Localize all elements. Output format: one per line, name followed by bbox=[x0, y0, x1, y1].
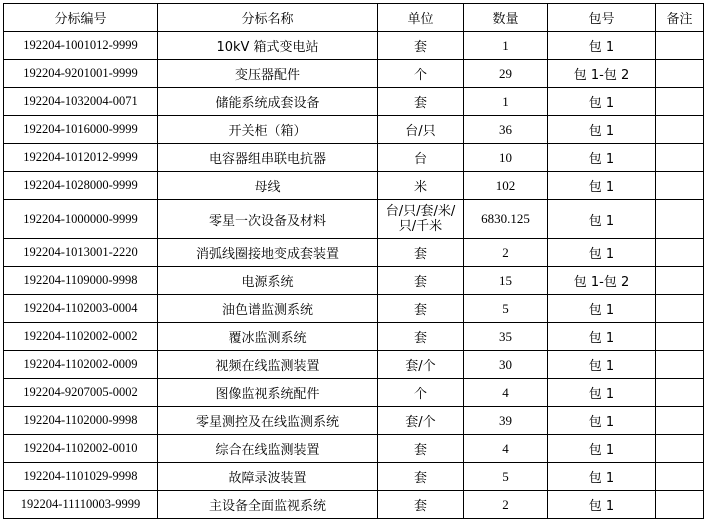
cell-qty: 1 bbox=[464, 32, 548, 60]
cell-unit: 台/只 bbox=[378, 116, 464, 144]
cell-code: 192204-1013001-2220 bbox=[4, 239, 158, 267]
cell-code: 192204-1102000-9998 bbox=[4, 407, 158, 435]
cell-note bbox=[656, 267, 704, 295]
cell-name: 电容器组串联电抗器 bbox=[158, 144, 378, 172]
cell-note bbox=[656, 116, 704, 144]
cell-name: 图像监视系统配件 bbox=[158, 379, 378, 407]
cell-note bbox=[656, 323, 704, 351]
table-row bbox=[4, 116, 704, 144]
cell-unit: 套 bbox=[378, 295, 464, 323]
table-row bbox=[4, 32, 704, 60]
cell-note bbox=[656, 463, 704, 491]
cell-pkg: 包 1 bbox=[548, 32, 656, 60]
header-qty: 数量 bbox=[464, 4, 548, 32]
cell-qty: 29 bbox=[464, 60, 548, 88]
cell-pkg: 包 1 bbox=[548, 435, 656, 463]
table-row bbox=[4, 144, 704, 172]
table-row bbox=[4, 200, 704, 239]
cell-qty: 102 bbox=[464, 172, 548, 200]
cell-pkg: 包 1 bbox=[548, 323, 656, 351]
table-row bbox=[4, 407, 704, 435]
cell-pkg: 包 1-包 2 bbox=[548, 267, 656, 295]
cell-note bbox=[656, 32, 704, 60]
cell-unit: 个 bbox=[378, 60, 464, 88]
table-row bbox=[4, 323, 704, 351]
table-row bbox=[4, 379, 704, 407]
cell-qty: 5 bbox=[464, 463, 548, 491]
cell-unit: 套 bbox=[378, 239, 464, 267]
header-unit: 单位 bbox=[378, 4, 464, 32]
cell-code: 192204-1102002-0002 bbox=[4, 323, 158, 351]
header-pkg: 包号 bbox=[548, 4, 656, 32]
table-row bbox=[4, 463, 704, 491]
cell-code: 192204-1032004-0071 bbox=[4, 88, 158, 116]
table-row bbox=[4, 88, 704, 116]
cell-pkg: 包 1 bbox=[548, 351, 656, 379]
table-row bbox=[4, 435, 704, 463]
cell-pkg: 包 1 bbox=[548, 295, 656, 323]
cell-name: 变压器配件 bbox=[158, 60, 378, 88]
cell-name: 油色谱监测系统 bbox=[158, 295, 378, 323]
cell-unit: 套 bbox=[378, 463, 464, 491]
cell-pkg: 包 1 bbox=[548, 239, 656, 267]
cell-code: 192204-1000000-9999 bbox=[4, 200, 158, 239]
cell-pkg: 包 1 bbox=[548, 172, 656, 200]
cell-name: 电源系统 bbox=[158, 267, 378, 295]
cell-note bbox=[656, 88, 704, 116]
cell-unit: 个 bbox=[378, 379, 464, 407]
table-row bbox=[4, 172, 704, 200]
cell-pkg: 包 1 bbox=[548, 491, 656, 519]
cell-unit: 台/只/套/米/只/千米 bbox=[378, 200, 464, 239]
cell-note bbox=[656, 295, 704, 323]
cell-name: 主设备全面监视系统 bbox=[158, 491, 378, 519]
cell-note bbox=[656, 379, 704, 407]
table-row bbox=[4, 295, 704, 323]
cell-pkg: 包 1 bbox=[548, 116, 656, 144]
cell-pkg: 包 1-包 2 bbox=[548, 60, 656, 88]
cell-note bbox=[656, 200, 704, 239]
cell-code: 192204-1001012-9999 bbox=[4, 32, 158, 60]
cell-qty: 39 bbox=[464, 407, 548, 435]
cell-unit: 套 bbox=[378, 435, 464, 463]
cell-note bbox=[656, 435, 704, 463]
cell-unit: 套 bbox=[378, 88, 464, 116]
cell-name: 覆冰监测系统 bbox=[158, 323, 378, 351]
cell-code: 192204-1028000-9999 bbox=[4, 172, 158, 200]
cell-note bbox=[656, 239, 704, 267]
cell-name: 故障录波装置 bbox=[158, 463, 378, 491]
table-header-row bbox=[4, 4, 704, 32]
cell-unit: 套 bbox=[378, 267, 464, 295]
cell-qty: 2 bbox=[464, 491, 548, 519]
table-body bbox=[4, 32, 704, 519]
header-name: 分标名称 bbox=[158, 4, 378, 32]
cell-note bbox=[656, 172, 704, 200]
table-row bbox=[4, 60, 704, 88]
cell-note bbox=[656, 351, 704, 379]
table-row bbox=[4, 239, 704, 267]
cell-pkg: 包 1 bbox=[548, 200, 656, 239]
cell-pkg: 包 1 bbox=[548, 88, 656, 116]
cell-code: 192204-1102002-0010 bbox=[4, 435, 158, 463]
cell-name: 储能系统成套设备 bbox=[158, 88, 378, 116]
bid-section-table bbox=[3, 3, 704, 519]
table-row bbox=[4, 351, 704, 379]
cell-code: 192204-11110003-9999 bbox=[4, 491, 158, 519]
cell-unit: 台 bbox=[378, 144, 464, 172]
cell-note bbox=[656, 407, 704, 435]
cell-code: 192204-1101029-9998 bbox=[4, 463, 158, 491]
cell-qty: 35 bbox=[464, 323, 548, 351]
cell-pkg: 包 1 bbox=[548, 379, 656, 407]
cell-code: 192204-1102002-0009 bbox=[4, 351, 158, 379]
cell-unit: 套 bbox=[378, 323, 464, 351]
cell-qty: 36 bbox=[464, 116, 548, 144]
cell-unit: 米 bbox=[378, 172, 464, 200]
cell-note bbox=[656, 60, 704, 88]
cell-unit: 套/个 bbox=[378, 407, 464, 435]
cell-code: 192204-1012012-9999 bbox=[4, 144, 158, 172]
cell-code: 192204-1109000-9998 bbox=[4, 267, 158, 295]
cell-name: 开关柜（箱） bbox=[158, 116, 378, 144]
cell-pkg: 包 1 bbox=[548, 144, 656, 172]
cell-unit: 套 bbox=[378, 32, 464, 60]
cell-qty: 6830.125 bbox=[464, 200, 548, 239]
cell-name: 零星测控及在线监测系统 bbox=[158, 407, 378, 435]
cell-pkg: 包 1 bbox=[548, 407, 656, 435]
header-code: 分标编号 bbox=[4, 4, 158, 32]
cell-unit: 套 bbox=[378, 491, 464, 519]
cell-name: 视频在线监测装置 bbox=[158, 351, 378, 379]
table-row bbox=[4, 267, 704, 295]
cell-code: 192204-9201001-9999 bbox=[4, 60, 158, 88]
cell-qty: 1 bbox=[464, 88, 548, 116]
cell-note bbox=[656, 491, 704, 519]
table-row bbox=[4, 491, 704, 519]
cell-name: 母线 bbox=[158, 172, 378, 200]
cell-name: 零星一次设备及材料 bbox=[158, 200, 378, 239]
cell-note bbox=[656, 144, 704, 172]
cell-code: 192204-9207005-0002 bbox=[4, 379, 158, 407]
cell-unit: 套/个 bbox=[378, 351, 464, 379]
cell-qty: 15 bbox=[464, 267, 548, 295]
cell-code: 192204-1016000-9999 bbox=[4, 116, 158, 144]
cell-qty: 5 bbox=[464, 295, 548, 323]
cell-qty: 30 bbox=[464, 351, 548, 379]
cell-qty: 4 bbox=[464, 379, 548, 407]
cell-code: 192204-1102003-0004 bbox=[4, 295, 158, 323]
cell-name: 综合在线监测装置 bbox=[158, 435, 378, 463]
cell-qty: 2 bbox=[464, 239, 548, 267]
header-note: 备注 bbox=[656, 4, 704, 32]
cell-qty: 10 bbox=[464, 144, 548, 172]
cell-name: 10kV 箱式变电站 bbox=[158, 32, 378, 60]
cell-pkg: 包 1 bbox=[548, 463, 656, 491]
cell-name: 消弧线圈接地变成套装置 bbox=[158, 239, 378, 267]
cell-qty: 4 bbox=[464, 435, 548, 463]
